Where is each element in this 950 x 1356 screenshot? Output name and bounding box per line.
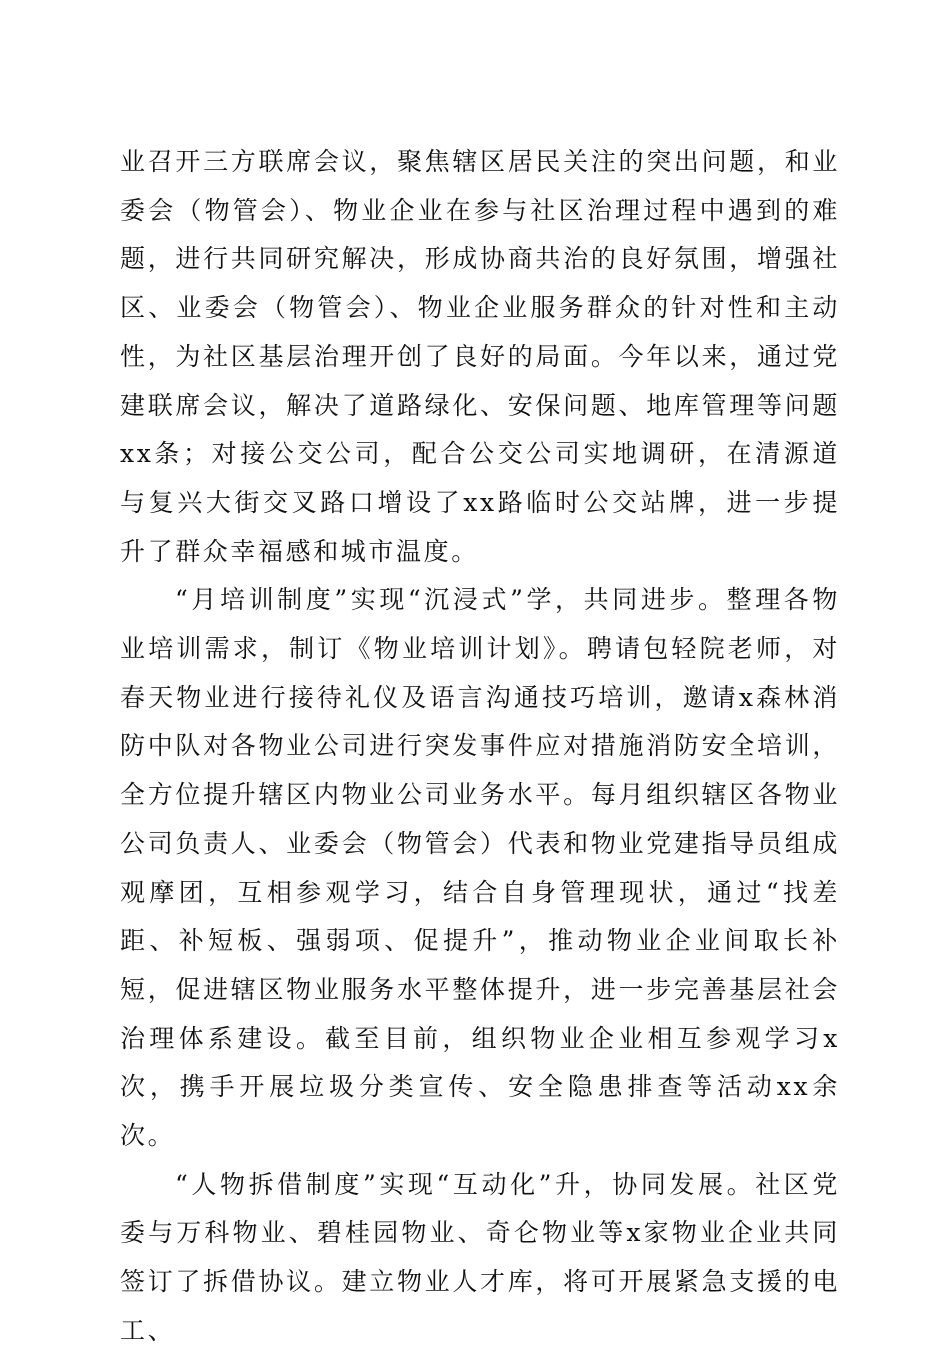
paragraph-3: “人物拆借制度”实现“互动化”升，协同发展。社区党委与万科物业、碧桂园物业、奇仑物业等x家物业企业共同签订了拆借协议。建立物业人才库，将可开展紧急支援的电工、 xyxy=(120,1169,840,1345)
paragraph-2: “月培训制度”实现“沉浸式”学，共同进步。整理各物业培训需求，制订《物业培训计划》。聘请包轻院老师，对春天物业进行接待礼仪及语言沟通技巧培训，邀请x森林消防中队对各物业公司进行突发事件应对措施消防安全培训，全方位提升辖区内物业公司业务水平。每月组织辖区各物业公司负责人、业委会（物管会）代表和物业党建指导员组成观摩团，互相参观学习，结合自身管理现状，通过“找差距、补短板、强弱项、促提升”，推动物业企业间取长补短，促进辖区物业服务水平整体提升，进一步完善基层社会治理体系建设。截至目前，组织物业企业相互参观学习x次，携手开展垃圾分类宣传、安全隐患排查等活动xx余次。 xyxy=(120,585,840,1151)
paragraph-1: 业召开三方联席会议，聚焦辖区居民关注的突出问题，和业委会（物管会）、物业企业在参与社区治理过程中遇到的难题，进行共同研究解决，形成协商共治的良好氛围，增强社区、业委会（物管会）、物业企业服务群众的针对性和主动性，为社区基层治理开创了良好的局面。今年以来，通过党建联席会议，解决了道路绿化、安保问题、地库管理等问题xx条；对接公交公司，配合公交公司实地调研，在清源道与复兴大街交叉路口增设了xx路临时公交站牌，进一步提升了群众幸福感和城市温度。 xyxy=(120,147,840,566)
document-body xyxy=(120,138,840,1356)
